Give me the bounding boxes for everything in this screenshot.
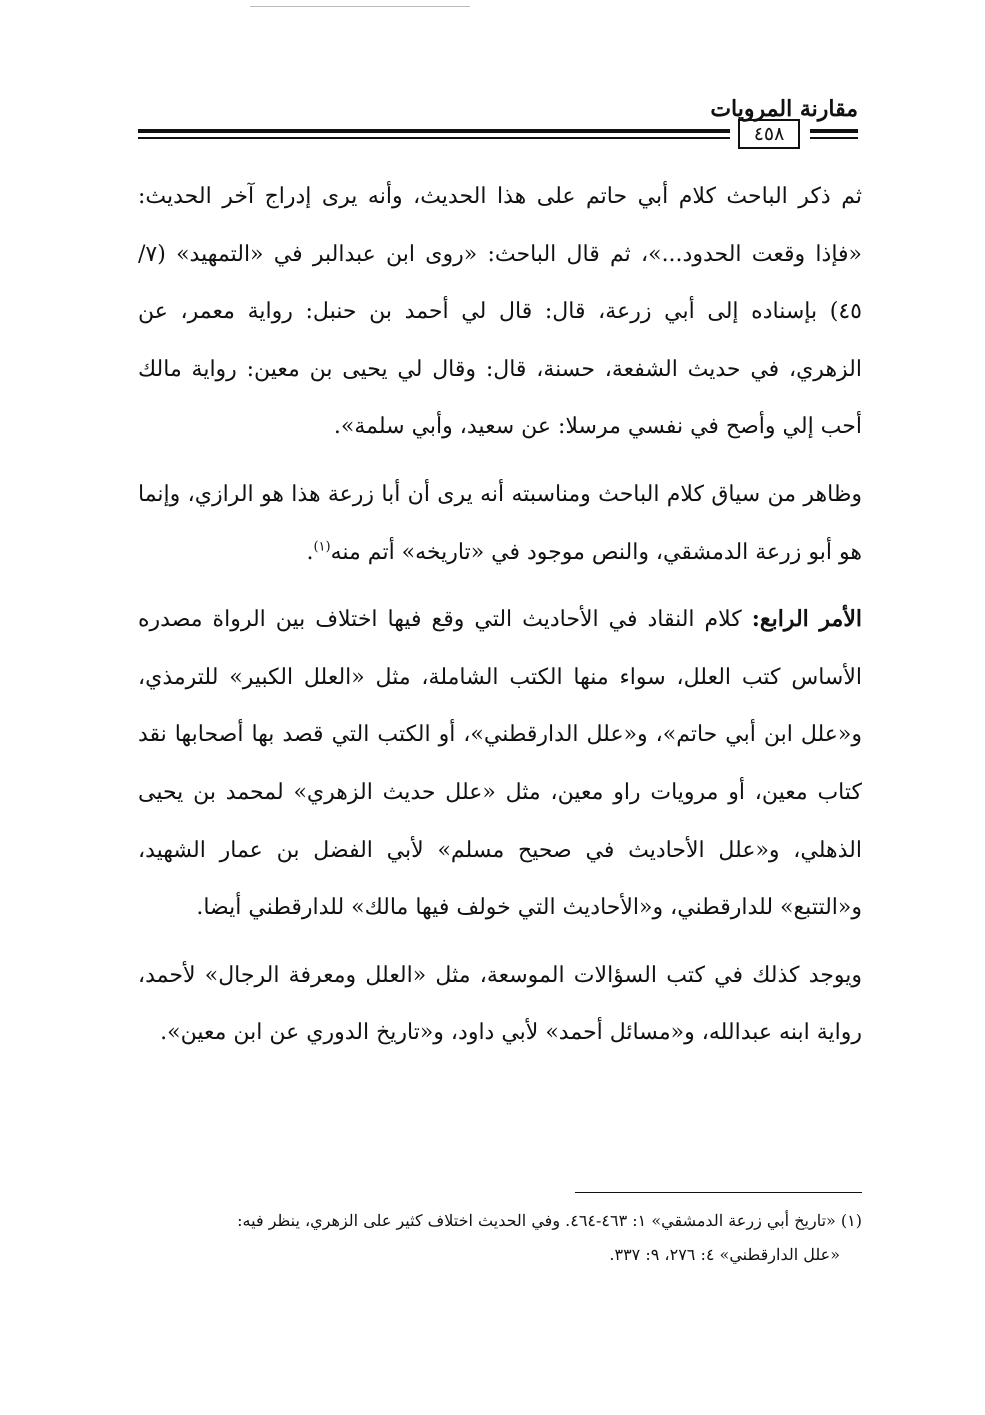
header-rule-short-thick bbox=[810, 129, 858, 133]
page-header bbox=[138, 92, 858, 152]
body-text bbox=[138, 168, 862, 1072]
footnote-1-line-2: «علل الدارقطني» ٤: ٢٧٦، ٩: ٣٣٧. bbox=[609, 1245, 840, 1264]
paragraph-4 bbox=[138, 947, 862, 1062]
footnotes bbox=[138, 1204, 862, 1272]
running-title: مقارنة المرويات bbox=[710, 96, 858, 122]
footnote-separator bbox=[575, 1192, 862, 1193]
paragraph-2-text: وظاهر من سياق كلام الباحث ومناسبته أنه يرى أن أبا زرعة هذا هو الرازي، وإنما هو أبو زرعة الدمشقي، والنص موجود في «تاريخه» أتم منه bbox=[138, 481, 862, 565]
paragraph-1 bbox=[138, 168, 862, 456]
paragraph-3-text: كلام النقاد في الأحاديث التي وقع فيها اختلاف بين الرواة مصدره الأساس كتب العلل، سواء منها الكتب الشاملة، مثل «العلل الكبير» للترمذي، و«علل ابن أبي حاتم»، و«علل الدارقطني»، أو الكتب التي قصد بها أصحابها نقد كتاب معين، أو مرويات راو معين، مثل «علل حديث الزهري» لمحمد بن يحيى الذهلي، و«علل الأحاديث في صحيح مسلم» لأبي الفضل بن عمار الشهيد، و«التتبع» للدارقطني، و«الأحاديث التي خولف فيها مالك» للدارقطني أيضا. bbox=[138, 607, 862, 921]
top-edge-rule bbox=[250, 6, 470, 7]
page-number: ٤٥٨ bbox=[738, 119, 800, 149]
paragraph-3 bbox=[138, 591, 862, 937]
paragraph-2-tail: . bbox=[306, 539, 314, 565]
footnote-1-line-1: (١) «تاريخ أبي زرعة الدمشقي» ١: ٤٦٣-٤٦٤. وفي الحديث اختلاف كثير على الزهري، ينظر فيه: bbox=[237, 1211, 862, 1230]
header-rule-thin bbox=[138, 137, 730, 139]
paragraph-3-lead: الأمر الرابع: bbox=[751, 606, 862, 633]
footnote-reference[interactable]: (١) bbox=[313, 539, 331, 555]
paragraph-1-text: ثم ذكر الباحث كلام أبي حاتم على هذا الحديث، وأنه يرى إدراج آخر الحديث: «فإذا وقعت الحدود...»، ثم قال الباحث: «روى ابن عبدالبر في «التمهيد» (٧/ ٤٥) بإسناده إلى أبي زرعة، قال: قال لي أحمد بن حنبل: رواية معمر، عن الزهري، في حديث الشفعة، حسنة، قال: وقال لي يحيى بن معين: رواية مالك أحب إلي وأصح في نفسي مرسلا: عن سعيد، وأبي سلمة». bbox=[138, 184, 862, 440]
paragraph-2 bbox=[138, 466, 862, 581]
header-rule-thick bbox=[138, 129, 730, 133]
paragraph-4-text: ويوجد كذلك في كتب السؤالات الموسعة، مثل «العلل ومعرفة الرجال» لأحمد، رواية ابنه عبدالله، و«مسائل أحمد» لأبي داود، و«تاريخ الدوري عن ابن معين». bbox=[138, 962, 862, 1046]
header-rule-short-thin bbox=[810, 137, 858, 139]
